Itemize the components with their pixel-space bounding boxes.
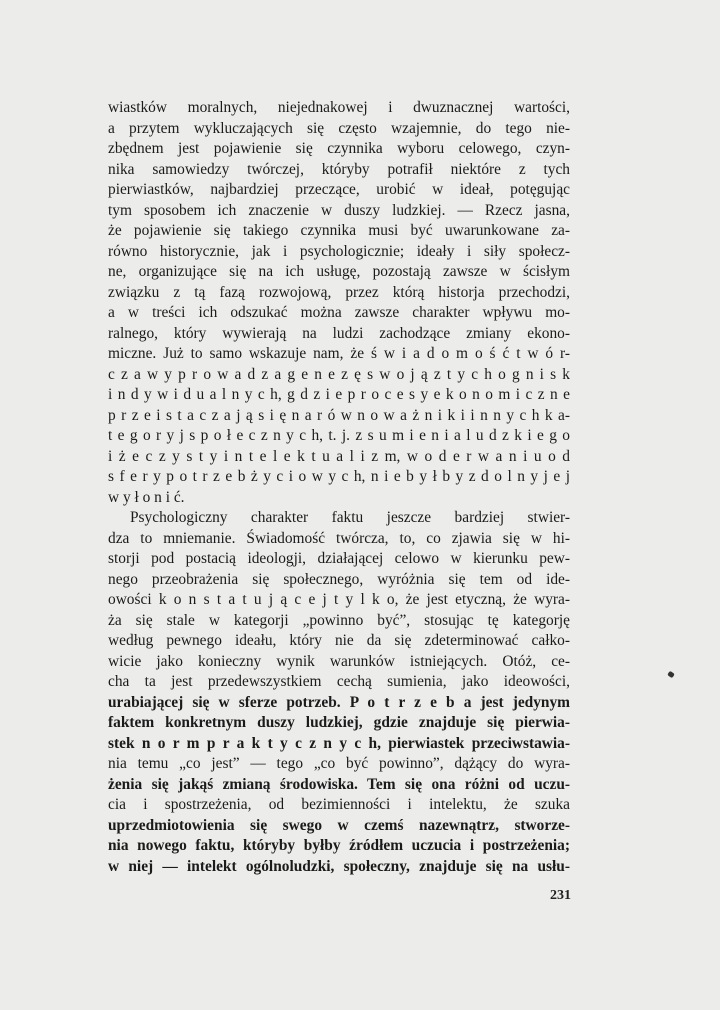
text-line: w niej — intelekt ogólnoludzki, społeczny, znajduje się na usłu- <box>108 857 570 875</box>
text-line: wiastków moralnych, niejednakowej i dwuznacznej wartości, <box>108 99 570 116</box>
text-line: stek n o r m p r a k t y c z n y c h, pierwiastek przeciwstawia- <box>108 734 570 752</box>
body-text <box>108 98 570 877</box>
text-line: wicie jako konieczny wynik warunków istniejących. Otóż, ce- <box>108 652 570 670</box>
text-line: związku z tą fazą rozwojową, przez którą historja przechodzi, <box>108 283 570 301</box>
text-line: c z a w y p r o w a d z a g e n e z ę s w o j ą z t y c h o g n i s k <box>108 365 570 383</box>
text-line: storji pod postacią ideologji, działającej celowo w kierunku pew- <box>108 550 570 567</box>
text-line: że pojawienie się takiego czynnika musi być uwarunkowane za- <box>108 222 570 239</box>
margin-ink-mark <box>667 671 675 679</box>
text-line: Psychologiczny charakter faktu jeszcze bardziej stwier- <box>130 509 570 526</box>
text-line: faktem konkretnym duszy ludzkiej, gdzie znajduje się pierwia- <box>108 714 570 731</box>
text-line: pierwiastków, najbardziej przeczące, urobić w ideał, potęgując <box>108 181 570 198</box>
text-line: nego przeobrażenia się społecznego, wyróżnia się tem od ide- <box>108 570 570 588</box>
text-line: nia temu „co jest” — tego „co być powinno”, dążący do wyra- <box>108 755 570 772</box>
text-line: ralnego, który wywierają na ludzi zachodzące zmiany ekono- <box>108 324 570 342</box>
text-line: cia i spostrzeżenia, od bezimienności i intelektu, że szuka <box>108 796 570 813</box>
page-number: 231 <box>550 888 571 903</box>
text-line: równo historycznie, jak i psychologicznie; ideały i siły społecz- <box>108 242 570 260</box>
text-line: i ż e c z y s t y i n t e l e k t u a l i z m, w o d e r w a n i u o d <box>108 447 570 465</box>
text-line: tym sposobem ich znaczenie w duszy ludzkiej. — Rzecz jasna, <box>108 201 570 219</box>
text-line: nika samowiedzy twórczej, któryby potrafił niektóre z tych <box>108 160 570 178</box>
text-line: zbędnem jest pojawienie się czynnika wyboru celowego, czyn- <box>108 140 570 157</box>
text-line: ne, organizujące się na ich usługę, pozostają zawsze w ścisłym <box>108 263 570 280</box>
text-line: cha ta jest przedewszystkiem cechą sumienia, jako ideowości, <box>108 673 570 690</box>
text-line: a przytem wykluczających się często wzajemnie, do tego nie- <box>108 119 570 137</box>
text-line: urabiającej się w sferze potrzeb. P o t r z e b a jest jedynym <box>108 693 570 711</box>
text-line: i n d y w i d u a l n y c h, g d z i e p r o c e s y e k o n o m i c z n e <box>108 386 570 403</box>
text-line: ża się stale w kategorji „powinno być”, stosując tę kategorję <box>108 611 570 629</box>
text-line: a w treści ich odszukać można zawsze charakter wpływu mo- <box>108 304 570 321</box>
text-line: owości k o n s t a t u j ą c e j t y l k o, że jest etyczną, że wyra- <box>108 591 570 608</box>
text-line: według pewnego ideału, który nie da się zdeterminować całko- <box>108 632 570 649</box>
text-line: uprzedmiotowienia się swego w czemś nazewnątrz, stworze- <box>108 816 570 834</box>
text-line: p r z e i s t a c z a j ą s i ę n a r ó w n o w a ż n i k i i n n y c h k a- <box>108 406 570 424</box>
text-line: miczne. Już to samo wskazuje nam, że ś w i a d o m o ś ć t w ó r- <box>108 345 570 362</box>
text-line: w y ł o n i ć. <box>108 488 185 506</box>
text-line: żenia się jakąś zmianą środowiska. Tem się ona różni od uczu- <box>108 775 570 793</box>
text-line: t e g o r y j s p o ł e c z n y c h, t. j. z s u m i e n i a l u d z k i e g o <box>108 427 570 444</box>
text-line: nia nowego faktu, któryby byłby źródłem uczucia i postrzeżenia; <box>108 837 570 854</box>
text-line: s f e r y p o t r z e b ż y c i o w y c h, n i e b y ł b y z d o l n y j e j <box>108 468 570 485</box>
text-line: dza to mniemanie. Świadomość twórcza, to, co zjawia się w hi- <box>108 529 570 547</box>
